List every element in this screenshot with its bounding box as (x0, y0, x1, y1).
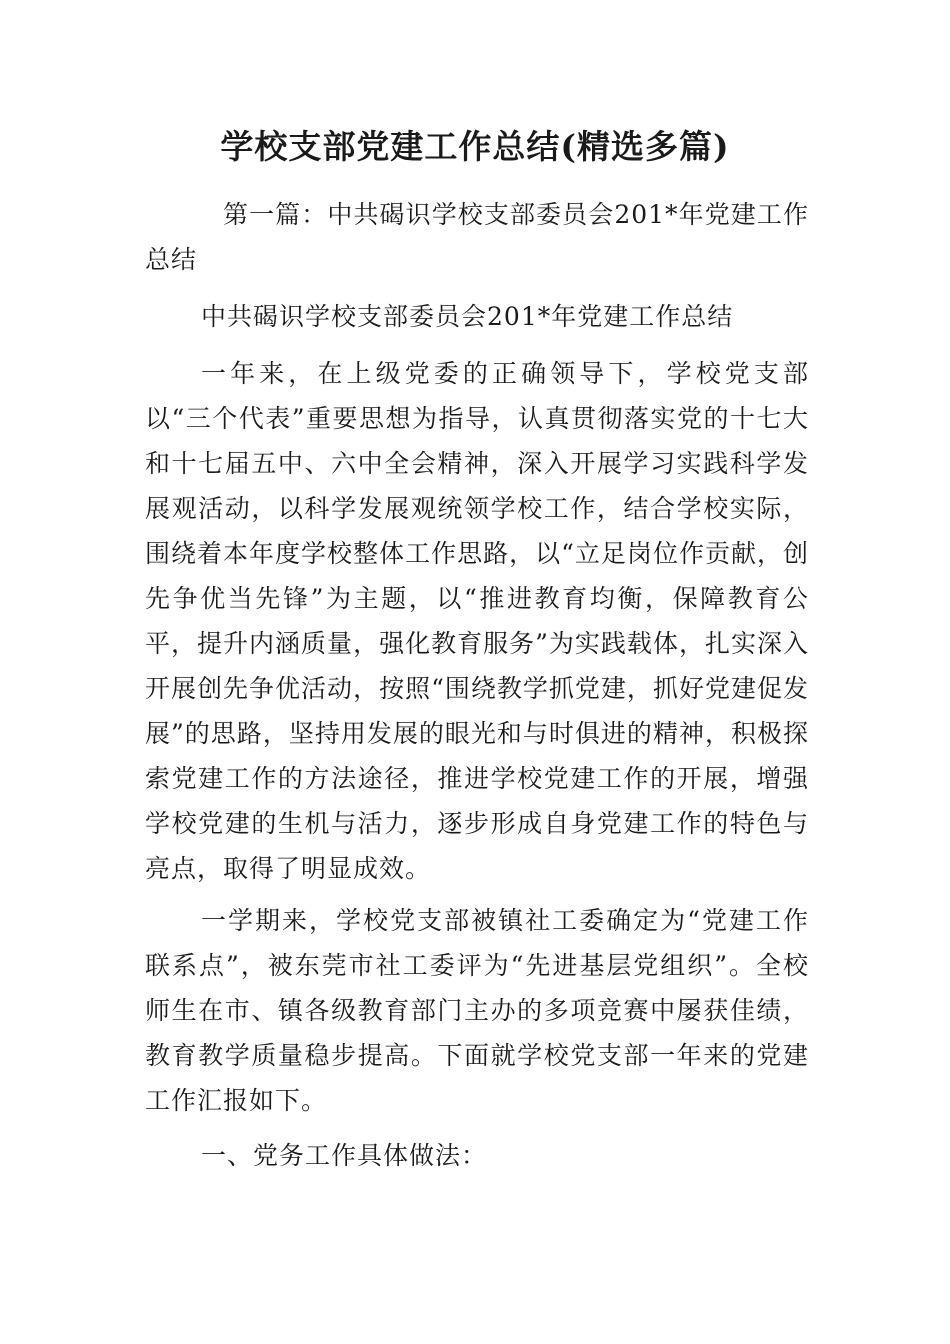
chapter-heading: 第一篇：中共碣识学校支部委员会201*年党建工作总结 (145, 200, 809, 274)
document-title: 学校支部党建工作总结(精选多篇) (220, 127, 730, 166)
body-paragraph-achievements: 一学期来，学校党支部被镇社工委确定为“党建工作联系点”，被东莞市社工委评为“先进基层党组织”。全校师生在市、镇各级教育部门主办的多项竞赛中屡获佳绩，教育教学质量稳步提高。下面就学校党支部一年来的党建工作汇报如下。 (145, 906, 809, 1115)
report-subtitle: 中共碣识学校支部委员会201*年党建工作总结 (201, 302, 734, 331)
document-body (145, 192, 809, 1185)
section-heading: 一、党务工作具体做法： (201, 1141, 488, 1170)
body-paragraph-intro: 一年来，在上级党委的正确领导下，学校党支部以“三个代表”重要思想为指导，认真贯彻落实党的十七大和十七届五中、六中全会精神，深入开展学习实践科学发展观活动，以科学发展观统领学校工作，结合学校实际，围绕着本年度学校整体工作思路，以“立足岗位作贡献，创先争优当先锋”为主题，以“推进教育均衡，保障教育公平，提升内涵质量，强化教育服务”为实践载体，扎实深入开展创先争优活动，按照“围绕教学抓党建，抓好党建促发展”的思路，坚持用发展的眼光和与时俱进的精神，积极探索党建工作的方法途径，推进学校党建工作的开展，增强学校党建的生机与活力，逐步形成自身党建工作的特色与亮点，取得了明显成效。 (145, 359, 809, 883)
